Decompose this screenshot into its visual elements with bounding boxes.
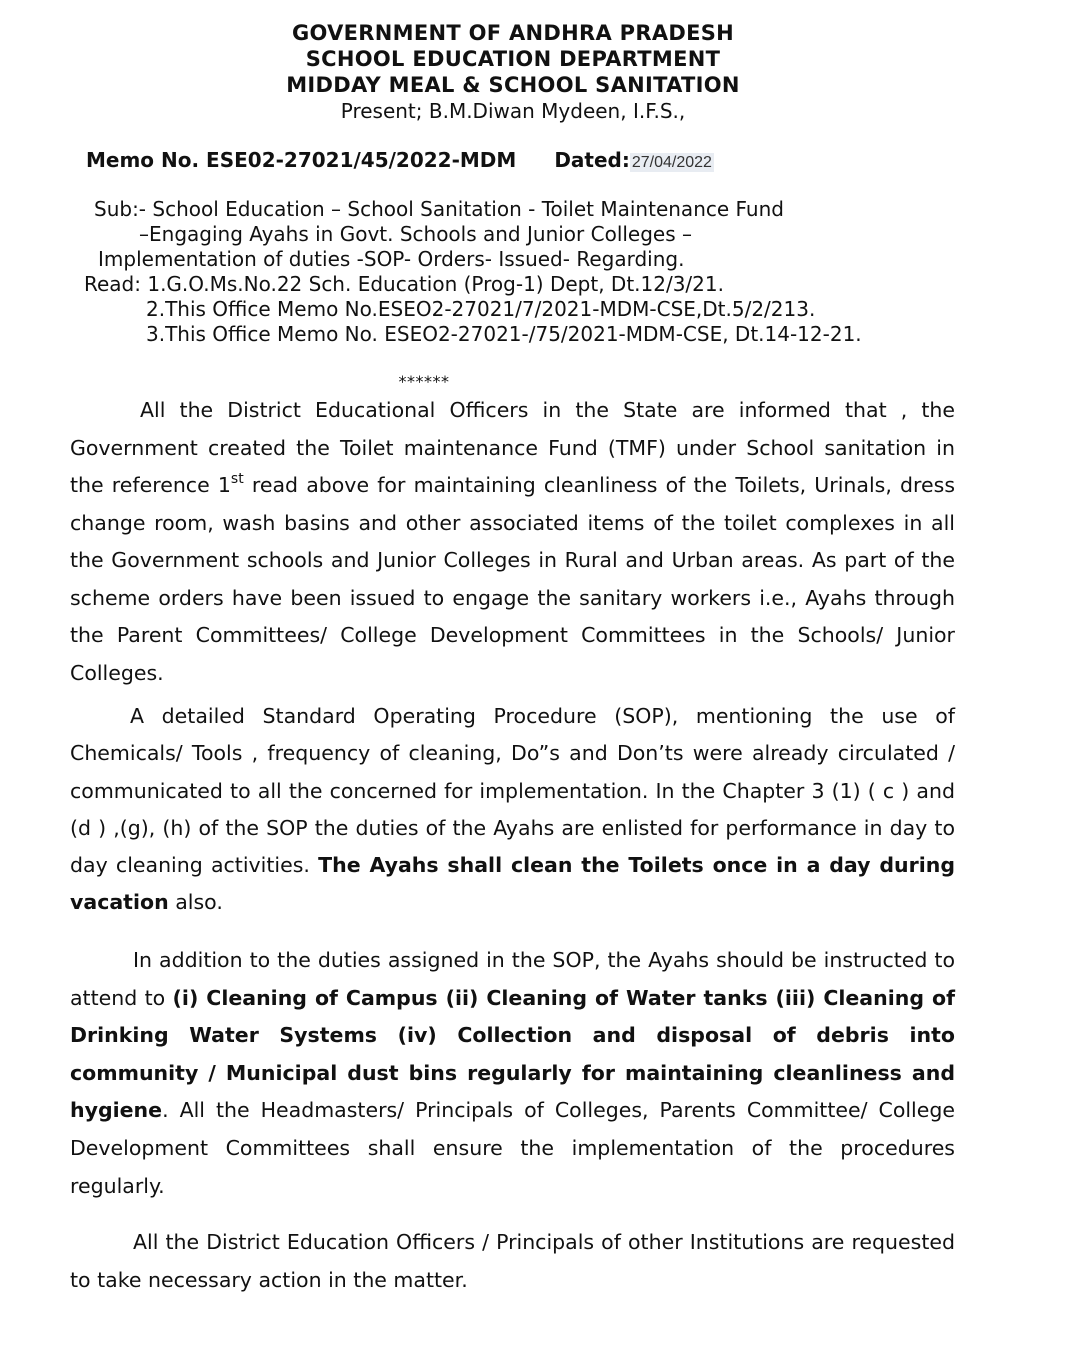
present-officer: Present; B.M.Diwan Mydeen, I.F.S., [340, 99, 686, 123]
letterhead [0, 20, 1026, 124]
paragraph-3-end: . All the Headmasters/ Principals of Colleges, Parents Committee/ College Development Committees shall ensure the implementation of the procedures regularly. [70, 1098, 955, 1198]
paragraph-3-bold: (i) Cleaning of Campus (ii) Cleaning of Water tanks (iii) Cleaning of Drinking Water Systems (iv) Collection and disposal of debris into community / Municipal dust bins regularly for maintaining cleanliness and hygiene [70, 985, 955, 1123]
separator: ****** [398, 372, 450, 391]
memo-number: Memo No. ESE02-27021/45/2022-MDM [86, 148, 517, 172]
government-title: GOVERNMENT OF ANDHRA PRADESH [291, 21, 735, 45]
paragraph-2-text: A detailed Standard Operating Procedure (SOP), mentioning the use of Chemicals/ Tools , frequency of cleaning, Do”s and Don’ts were already circulated / communicated to all the concerned for implementation. In the Chapter 3 (1) ( c ) and (d ) ,(g), (h) of the SOP the duties of the Ayahs are enlisted for performance in day to day cleaning activities. [70, 704, 955, 878]
subject-block [84, 197, 862, 347]
section-title: MIDDAY MEAL & SCHOOL SANITATION [286, 73, 740, 97]
paragraph-1 [70, 392, 955, 692]
paragraph-4-text: All the District Education Officers / Principals of other Institutions are requested to take necessary action in the matter. [70, 1230, 955, 1292]
dated-label: Dated: [554, 148, 630, 172]
reference-3: 3.This Office Memo No. ESEO2-27021-/75/2021-MDM-CSE, Dt.14-12-21. [146, 322, 862, 346]
subject-line-3: Implementation of duties -SOP- Orders- Issued- Regarding. [98, 247, 685, 271]
subject-line-2: –Engaging Ayahs in Govt. Schools and Junior Colleges – [139, 222, 693, 246]
paragraph-2 [70, 698, 955, 922]
paragraph-2-bold: The Ayahs shall clean the Toilets once in a day during vacation [70, 853, 956, 915]
memo-date: 27/04/2022 [631, 154, 712, 171]
reference-1: Read: 1.G.O.Ms.No.22 Sch. Education (Prog-1) Dept, Dt.12/3/21. [84, 272, 724, 296]
paragraph-4 [70, 1224, 955, 1299]
paragraph-3-text: In addition to the duties assigned in the SOP, the Ayahs should be instructed to attend to [70, 948, 955, 1010]
memo-line [86, 146, 714, 177]
paragraph-3 [70, 942, 955, 1205]
reference-2: 2.This Office Memo No.ESEO2-27021/7/2021-MDM-CSE,Dt.5/2/213. [146, 297, 816, 321]
department-title: SCHOOL EDUCATION DEPARTMENT [305, 47, 721, 71]
paragraph-1-text-b: read above for maintaining cleanliness of the Toilets, Urinals, dress change room, wash basins and other associated items of the toilet complexes in all the Government schools and Junior Colleges in Rural and Urban areas. As part of the scheme orders have been issued to engage the sanitary workers i.e., Ayahs through the Parent Committees/ College Development Committees in the Schools/ Junior Colleges. [70, 473, 955, 685]
superscript-st: st [230, 471, 244, 487]
subject-line-1: Sub:- School Education – School Sanitation - Toilet Maintenance Fund [94, 197, 784, 221]
paragraph-2-end: also. [168, 890, 223, 915]
paragraph-1-text-a: All the District Educational Officers in the State are informed that , the Government created the Toilet maintenance Fund (TMF) under School sanitation in the reference 1 [70, 398, 955, 497]
